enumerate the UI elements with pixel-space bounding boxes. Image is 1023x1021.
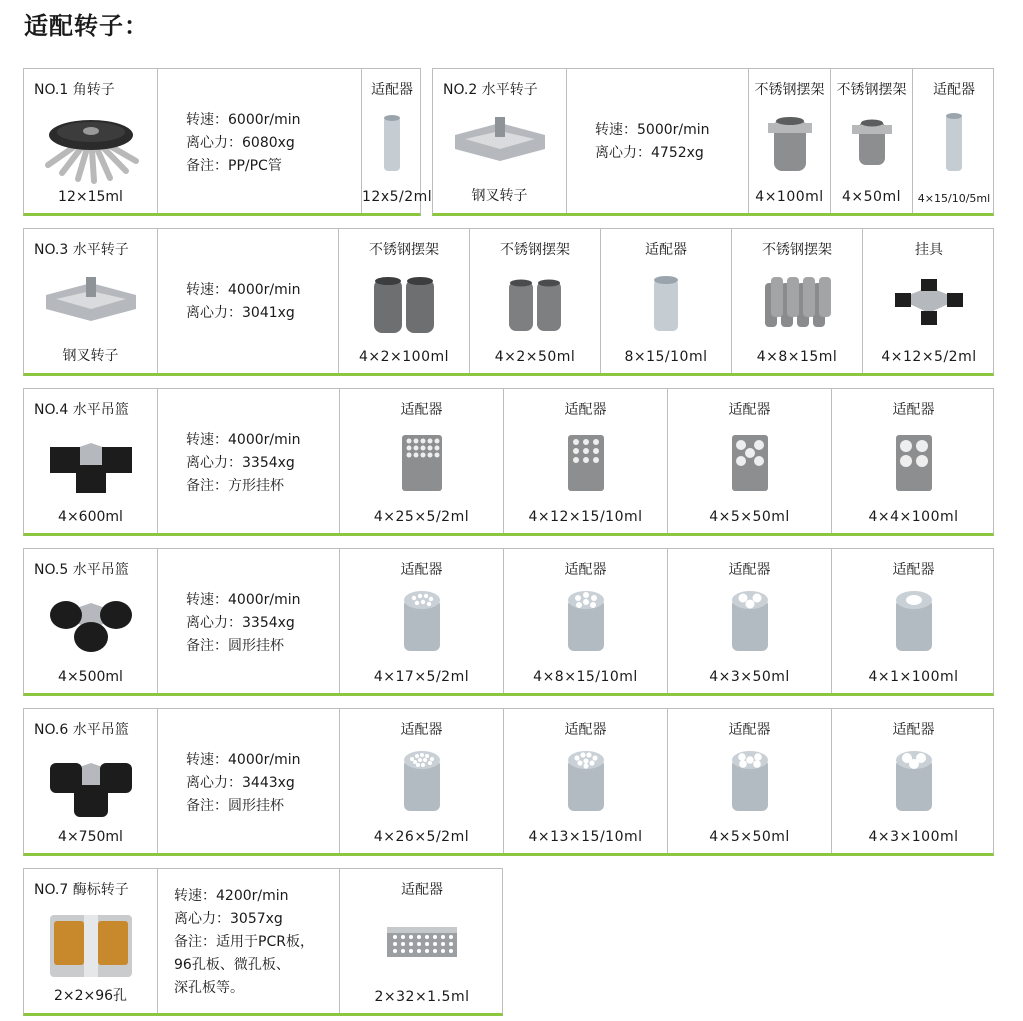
- spec-line: 转速：4000r/min: [186, 282, 301, 298]
- accessory-cell: [469, 229, 600, 373]
- accessory-caption: 2×32×1.5ml: [374, 989, 470, 1005]
- spec-line: 转速：4000r/min: [186, 432, 301, 448]
- spec-line: 离心力：3057xg: [174, 911, 283, 927]
- rotor-caption: 4×600ml: [58, 509, 123, 525]
- accessory-label: 适配器: [728, 722, 771, 738]
- accessory-cell: [667, 549, 831, 693]
- rotor-caption: 4×750ml: [58, 829, 123, 845]
- spec-line: 深孔板等。: [174, 980, 244, 996]
- adapter-tube-image: [601, 265, 731, 345]
- accessory-caption: 4×17×5/2ml: [373, 669, 470, 685]
- spec-cell: [157, 229, 338, 373]
- accessory-label: 不锈钢摆架: [754, 82, 825, 98]
- accessory-caption: 4×13×15/10ml: [528, 829, 643, 845]
- rotor-panel-no5: [23, 548, 994, 696]
- accessory-label: 适配器: [400, 722, 443, 738]
- accessory-caption: 4×12×5/2ml: [881, 349, 977, 365]
- rotor-cell: [24, 69, 157, 213]
- accessory-cell: [338, 229, 469, 373]
- spec-cell: [157, 549, 339, 693]
- spec-line: 备注：圆形挂杯: [186, 638, 284, 654]
- spec-line: 离心力：4752xg: [595, 145, 704, 161]
- spec-line: 离心力：3041xg: [186, 305, 295, 321]
- square-adapter-image: [668, 425, 831, 505]
- round-adapter-image: [832, 585, 995, 665]
- spec-cell: [157, 69, 361, 213]
- adapter-tube-image: [913, 105, 995, 185]
- accessory-label: 适配器: [892, 402, 935, 418]
- spec-line: 离心力：3443xg: [186, 775, 295, 791]
- spec-line: 备注：适用于PCR板，: [174, 934, 314, 950]
- plate-rotor-image: [24, 905, 157, 985]
- steel-holder-image: [749, 105, 830, 185]
- accessory-cell: [339, 549, 503, 693]
- accessory-label: 适配器: [371, 82, 413, 98]
- rotor-panel-no2: [432, 68, 994, 216]
- accessory-cell: [731, 229, 862, 373]
- accessory-cell: [862, 229, 995, 373]
- rotor-caption: 钢叉转子: [62, 348, 119, 364]
- accessory-caption: 4×3×100ml: [868, 829, 959, 845]
- square-adapter-image: [832, 425, 995, 505]
- plate-adapter-image: [340, 905, 504, 985]
- hanger-image: [863, 265, 995, 345]
- accessory-label: 适配器: [400, 402, 443, 418]
- accessory-caption: 4×12×15/10ml: [528, 509, 643, 525]
- accessory-label: 适配器: [401, 882, 443, 898]
- spec-line: 离心力：3354xg: [186, 455, 295, 471]
- spec-line: 转速：6000r/min: [186, 112, 301, 128]
- accessory-caption: 4×8×15/10ml: [533, 669, 638, 685]
- accessory-label: 不锈钢摆架: [836, 82, 907, 98]
- spec-line: 转速：4000r/min: [186, 752, 301, 768]
- adapter-tube-image: [362, 105, 422, 185]
- rotor-cell: [24, 709, 157, 853]
- accessory-cell: [503, 389, 667, 533]
- accessory-caption: 4×3×50ml: [709, 669, 790, 685]
- rotor-panel-no6: [23, 708, 994, 856]
- spec-line: 备注：PP/PC管: [186, 158, 282, 174]
- steel-holder-image: [732, 265, 862, 345]
- accessory-cell: [831, 389, 995, 533]
- accessory-cell: [503, 709, 667, 853]
- accessory-cell: [748, 69, 830, 213]
- rotor-caption: 4×500ml: [58, 669, 123, 685]
- rotor-cell: [24, 389, 157, 533]
- accessory-label: 不锈钢摆架: [369, 242, 439, 258]
- accessory-cell: [830, 69, 912, 213]
- accessory-label: 适配器: [645, 242, 687, 258]
- rotor-title: NO.7 酶标转子: [34, 882, 129, 898]
- spec-cell: [566, 69, 748, 213]
- rotor-title: NO.6 水平吊篮: [34, 722, 129, 738]
- accessory-caption: 4×26×5/2ml: [373, 829, 470, 845]
- accessory-caption: 4×25×5/2ml: [373, 509, 470, 525]
- spec-line: 转速：5000r/min: [595, 122, 710, 138]
- accessory-cell: [361, 69, 433, 213]
- swing-rotor-image: [433, 105, 566, 185]
- accessory-caption: 4×100ml: [755, 189, 824, 205]
- spec-line: 转速：4000r/min: [186, 592, 301, 608]
- accessory-label: 适配器: [892, 722, 935, 738]
- rotor-cell: [24, 229, 157, 373]
- accessory-label: 适配器: [400, 562, 443, 578]
- accessory-label: 适配器: [892, 562, 935, 578]
- rotor-title: NO.5 水平吊篮: [34, 562, 129, 578]
- steel-holder-image: [339, 265, 469, 345]
- accessory-label: 适配器: [564, 562, 607, 578]
- round-adapter-image: [832, 745, 995, 825]
- page-heading: 适配转子：: [24, 12, 149, 40]
- round-adapter-image: [340, 745, 503, 825]
- accessory-cell: [831, 709, 995, 853]
- rotor-caption: 2×2×96孔: [53, 988, 128, 1004]
- accessory-label: 适配器: [728, 402, 771, 418]
- basket-rotor-image: [24, 425, 157, 505]
- accessory-label: 挂具: [915, 242, 943, 258]
- rotor-cell: [433, 69, 566, 213]
- square-adapter-image: [340, 425, 503, 505]
- accessory-cell: [667, 389, 831, 533]
- basket-rotor-image: [24, 745, 157, 825]
- accessory-caption: 4×8×15ml: [756, 349, 838, 365]
- accessory-cell: [339, 869, 504, 1013]
- spec-line: 离心力：3354xg: [186, 615, 295, 631]
- accessory-cell: [831, 549, 995, 693]
- accessory-cell: [912, 69, 995, 213]
- rotor-title: NO.3 水平转子: [34, 242, 129, 258]
- rotor-cell: [24, 549, 157, 693]
- accessory-caption: 12x5/2ml: [362, 189, 433, 205]
- round-adapter-image: [504, 585, 667, 665]
- rotor-panel-no1: [23, 68, 433, 216]
- basket-rotor-image: [24, 585, 157, 665]
- round-adapter-image: [504, 745, 667, 825]
- round-adapter-image: [668, 745, 831, 825]
- round-adapter-image: [340, 585, 503, 665]
- accessory-cell: [667, 709, 831, 853]
- accessory-cell: [339, 709, 503, 853]
- accessory-caption: 4×2×100ml: [358, 349, 450, 365]
- spec-cell: [157, 389, 339, 533]
- rotor-cell: [24, 869, 157, 1013]
- accessory-label: 适配器: [933, 82, 975, 98]
- accessory-caption: 4×50ml: [842, 189, 901, 205]
- accessory-caption: 4×5×50ml: [709, 509, 790, 525]
- square-adapter-image: [504, 425, 667, 505]
- rotor-title: NO.1 角转子: [34, 82, 115, 98]
- accessory-label: 适配器: [564, 402, 607, 418]
- rotor-panel-no4: [23, 388, 994, 536]
- rotor-caption: 钢叉转子: [471, 188, 528, 204]
- accessory-cell: [600, 229, 731, 373]
- spec-cell: [157, 869, 339, 1013]
- round-adapter-image: [668, 585, 831, 665]
- accessory-caption: 4×5×50ml: [709, 829, 790, 845]
- spec-line: 96孔板、微孔板、: [174, 957, 290, 973]
- spec-cell: [157, 709, 339, 853]
- accessory-cell: [339, 389, 503, 533]
- accessory-label: 不锈钢摆架: [500, 242, 570, 258]
- accessory-caption: 8×15/10ml: [624, 349, 708, 365]
- accessory-caption: 4×2×50ml: [494, 349, 576, 365]
- accessory-label: 适配器: [564, 722, 607, 738]
- swing-rotor-image: [24, 265, 157, 345]
- steel-holder-image: [470, 265, 600, 345]
- rotor-panel-no3: [23, 228, 994, 376]
- spec-line: 离心力：6080xg: [186, 135, 295, 151]
- spec-line: 备注：圆形挂杯: [186, 798, 284, 814]
- accessory-caption: 4×1×100ml: [868, 669, 959, 685]
- accessory-caption: 4×15/10/5ml: [917, 192, 991, 205]
- accessory-label: 不锈钢摆架: [762, 242, 832, 258]
- rotor-title: NO.2 水平转子: [443, 82, 538, 98]
- steel-holder-image: [831, 105, 912, 185]
- rotor-panel-no7: [23, 868, 503, 1016]
- spec-line: 转速：4200r/min: [174, 888, 289, 904]
- spec-line: 备注：方形挂杯: [186, 478, 284, 494]
- accessory-label: 适配器: [728, 562, 771, 578]
- accessory-caption: 4×4×100ml: [868, 509, 959, 525]
- angle-rotor-image: [24, 105, 157, 185]
- accessory-cell: [503, 549, 667, 693]
- rotor-title: NO.4 水平吊篮: [34, 402, 129, 418]
- rotor-caption: 12×15ml: [58, 189, 123, 205]
